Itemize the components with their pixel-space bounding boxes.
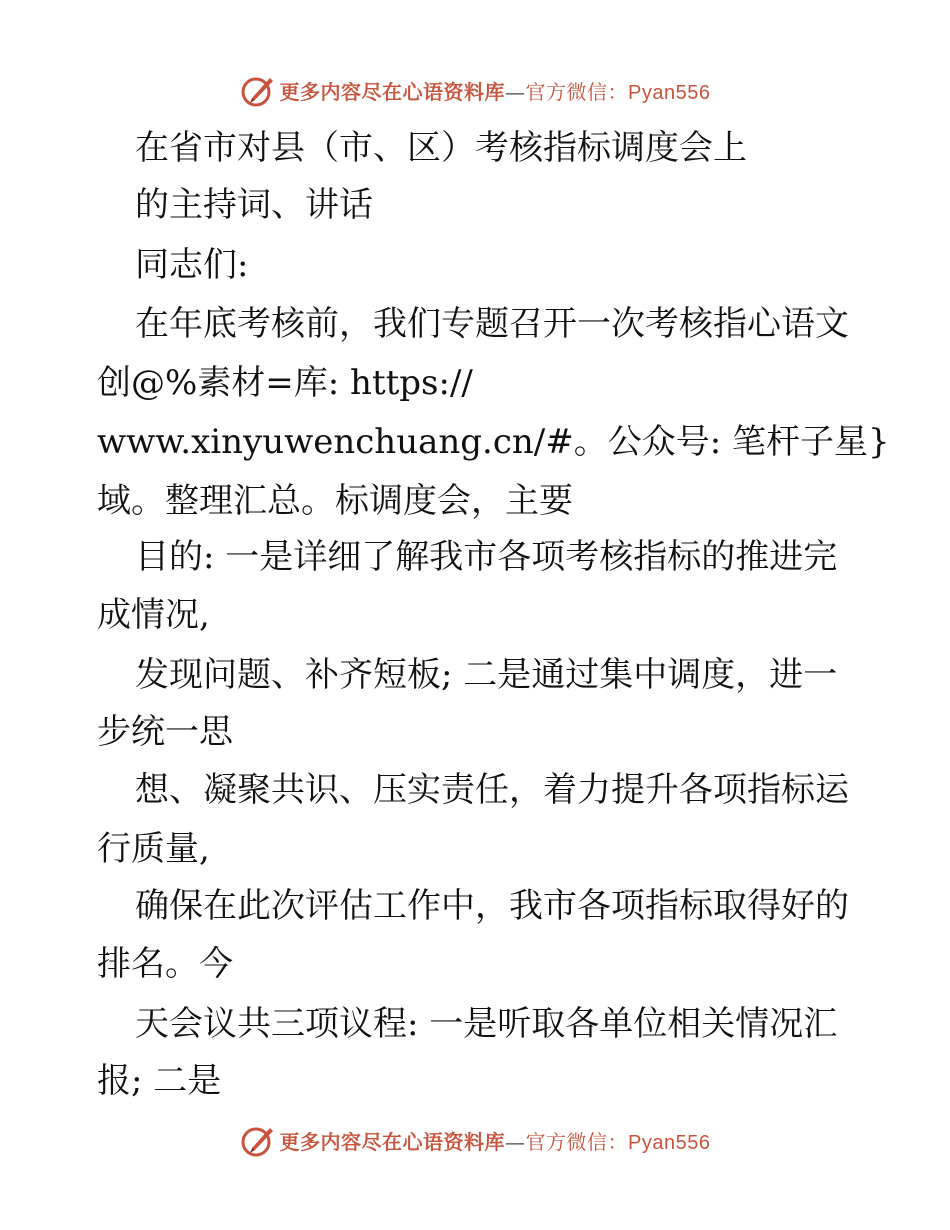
watermark-site: 更多内容尽在心语资料库: [279, 79, 506, 104]
text-line: 步统一思: [97, 712, 233, 752]
watermark-dash: —: [505, 79, 526, 104]
text-line: 想、凝聚共识、压实责任，着力提升各项指标运: [135, 770, 849, 810]
watermark-dash: —: [505, 1129, 526, 1154]
text-line: 成情况,: [97, 595, 210, 635]
watermark-text: [280, 76, 711, 105]
text-line: 排名。今: [97, 944, 233, 984]
document-title-line-1: 在省市对县（市、区）考核指标调度会上: [135, 128, 747, 168]
watermark-text: [280, 1126, 711, 1155]
quill-logo-icon: [240, 1122, 276, 1158]
watermark-official: 官方微信：: [525, 79, 629, 104]
text-line: 行质量,: [97, 829, 210, 869]
text-line: 确保在此次评估工作中，我市各项指标取得好的: [135, 886, 849, 926]
text-line: 目的: 一是详细了解我市各项考核指标的推进完: [135, 537, 838, 577]
text-line: 创@%素材=库: https://: [97, 363, 473, 403]
text-line: 在年底考核前，我们专题召开一次考核指心语文: [135, 304, 849, 344]
watermark-wechat: Pyan556: [628, 81, 711, 104]
document-title-line-2: 的主持词、讲话: [135, 185, 373, 225]
text-line: 域。整理汇总。标调度会，主要: [97, 481, 573, 521]
text-line: 天会议共三项议程: 一是听取各单位相关情况汇: [135, 1004, 838, 1044]
watermark-official: 官方微信：: [525, 1129, 629, 1154]
quill-logo-icon: [240, 72, 276, 108]
text-line: 发现问题、补齐短板; 二是通过集中调度，进一: [135, 655, 838, 695]
text-line: www.xinyuwenchuang.cn/#。公众号: 笔杆子星}: [97, 422, 890, 462]
watermark-banner-top: [0, 70, 950, 110]
watermark-wechat: Pyan556: [628, 1131, 711, 1154]
watermark-banner-bottom: [0, 1120, 950, 1160]
watermark-site: 更多内容尽在心语资料库: [279, 1129, 506, 1154]
text-line: 报; 二是: [97, 1061, 222, 1101]
text-line: 同志们:: [135, 245, 249, 285]
